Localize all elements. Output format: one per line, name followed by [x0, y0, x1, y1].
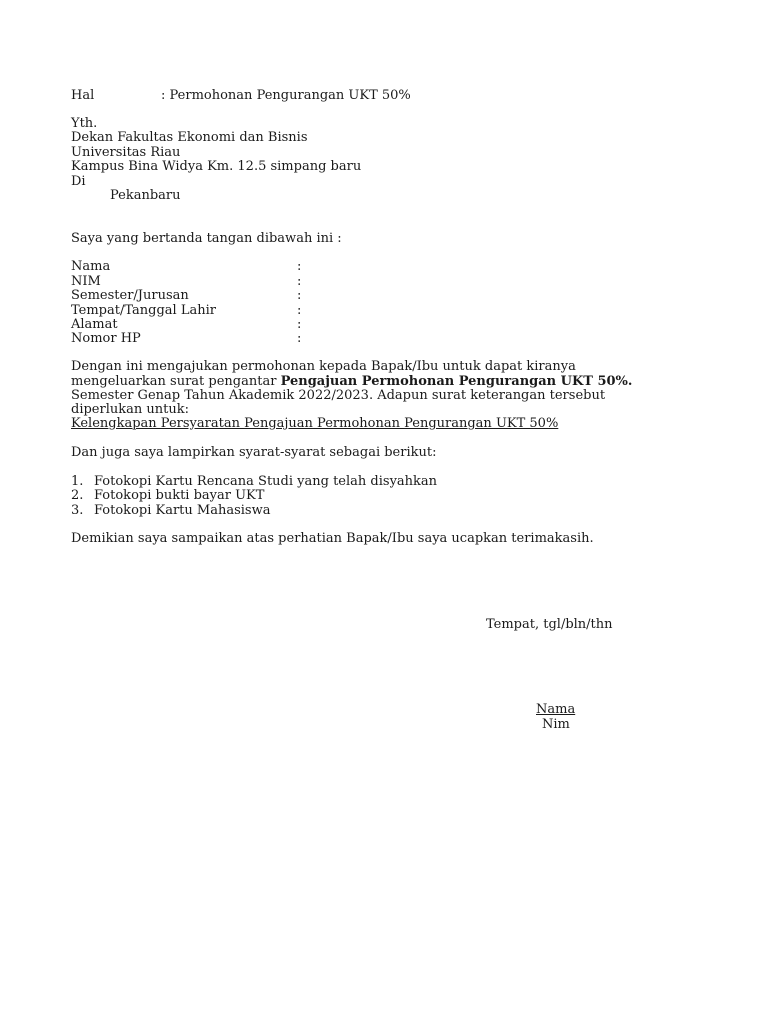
- field-colon: :: [297, 259, 302, 274]
- field-colon: :: [297, 288, 302, 303]
- recipient-city: Pekanbaru: [110, 188, 181, 203]
- recipient-line-3: Kampus Bina Widya Km. 12.5 simpang baru: [71, 159, 362, 174]
- body-line-2: [71, 374, 632, 389]
- field-colon: :: [297, 317, 302, 332]
- field-label-nim: NIM: [71, 274, 101, 289]
- list-item: Fotokopi Kartu Rencana Studi yang telah disyahkan: [94, 474, 438, 489]
- field-colon: :: [297, 303, 302, 318]
- intro-text: Saya yang bertanda tangan dibawah ini :: [71, 231, 342, 246]
- field-colon: :: [297, 274, 302, 289]
- list-number: 1.: [71, 474, 84, 489]
- list-number: 2.: [71, 488, 84, 503]
- subject-label: Hal: [71, 88, 95, 103]
- body-line-3: Semester Genap Tahun Akademik 2022/2023. Adapun surat keterangan tersebut: [71, 388, 606, 403]
- body-line-2-bold: Pengajuan Permohonan Pengurangan UKT 50%.: [280, 374, 633, 389]
- field-label-ttl: Tempat/Tanggal Lahir: [71, 303, 216, 318]
- field-colon: :: [297, 331, 302, 346]
- field-label-alamat: Alamat: [71, 317, 118, 332]
- subject-value: : Permohonan Pengurangan UKT 50%: [161, 88, 411, 103]
- body-line-4: diperlukan untuk:: [71, 402, 189, 417]
- signature-name: Nama: [536, 702, 576, 717]
- list-number: 3.: [71, 503, 84, 518]
- body-line-5-underlined: Kelengkapan Persyaratan Pengajuan Permohonan Pengurangan UKT 50%: [71, 416, 559, 431]
- attachments-intro: Dan juga saya lampirkan syarat-syarat sebagai berikut:: [71, 445, 437, 460]
- recipient-line-2: Universitas Riau: [71, 145, 181, 160]
- field-label-semester: Semester/Jurusan: [71, 288, 189, 303]
- recipient-line-1: Dekan Fakultas Ekonomi dan Bisnis: [71, 130, 308, 145]
- list-item: Fotokopi Kartu Mahasiswa: [94, 503, 271, 518]
- recipient-salutation: Yth.: [71, 116, 98, 131]
- signature-place-date: Tempat, tgl/bln/thn: [486, 617, 613, 632]
- field-label-hp: Nomor HP: [71, 331, 141, 346]
- recipient-line-4: Di: [71, 174, 86, 189]
- list-item: Fotokopi bukti bayar UKT: [94, 488, 265, 503]
- field-label-nama: Nama: [71, 259, 111, 274]
- body-line-1: Dengan ini mengajukan permohonan kepada Bapak/Ibu untuk dapat kiranya: [71, 359, 576, 374]
- signature-nim: Nim: [542, 717, 570, 732]
- closing-text: Demikian saya sampaikan atas perhatian Bapak/Ibu saya ucapkan terimakasih.: [71, 531, 594, 546]
- body-line-2-prefix: mengeluarkan surat pengantar: [71, 374, 281, 389]
